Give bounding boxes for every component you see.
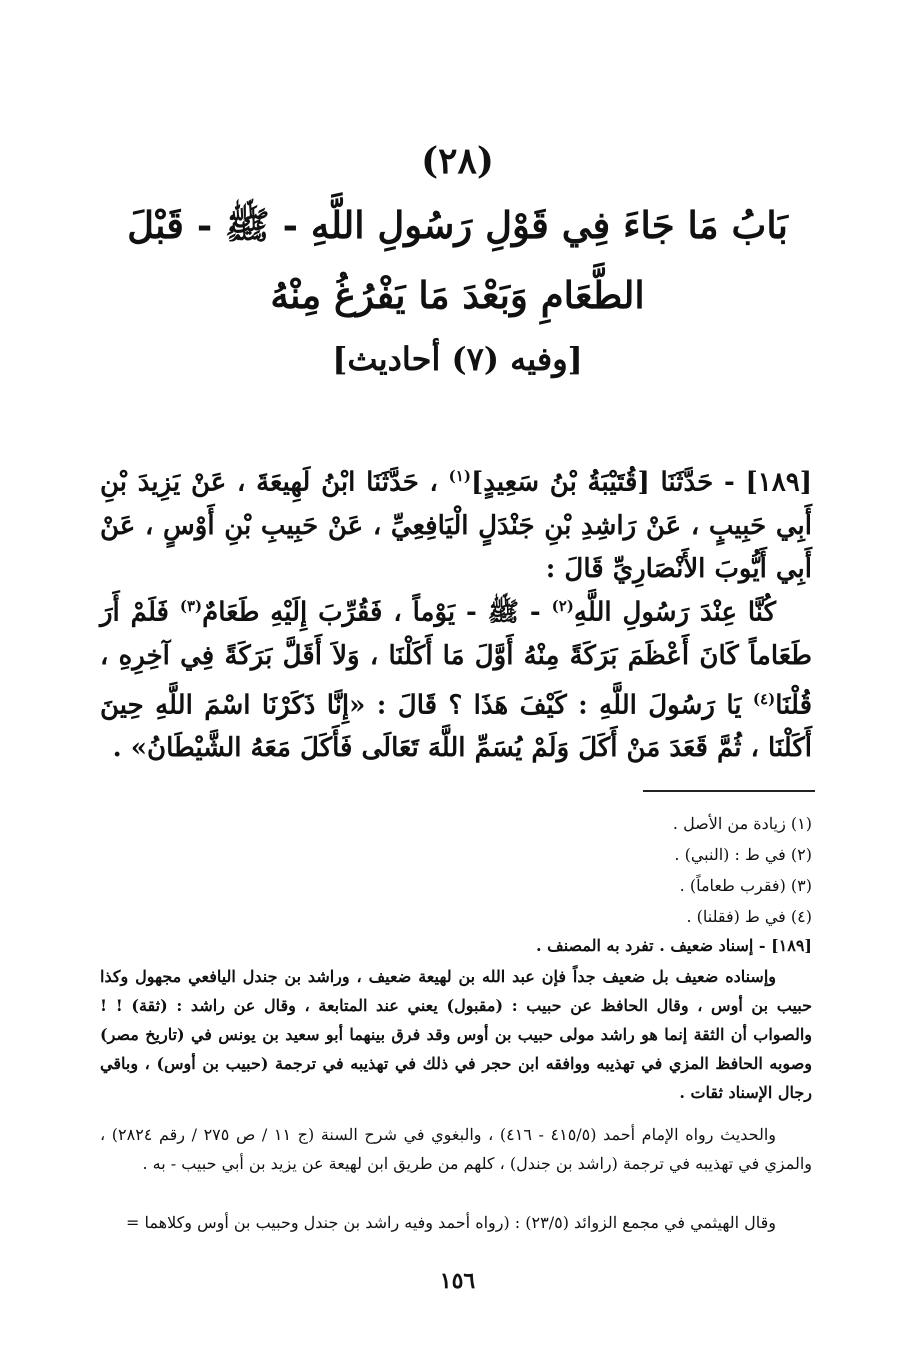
footnote-divider	[643, 790, 815, 792]
isnad-text-1: [١٨٩] - حَدَّثَنَا [قُتَيْبَةُ بْنُ سَعِيدٍ]	[470, 467, 812, 498]
footnote-ref-4: (٤)	[752, 689, 776, 708]
matn-text-2: - ﷺ - يَوْماً ، فَقُرِّبَ إِلَيْهِ طَعَامٌ	[202, 597, 541, 628]
chapter-subtitle: [وفيه (٧) أحاديث]	[332, 340, 583, 378]
footnote-item: (٣) (فقرب طعاماً) .	[679, 876, 812, 895]
matn-text-3: فَلَمْ أَرَ طَعَاماً كَانَ أَعْظَمَ بَرَكَةً مِنْهُ أَوَّلَ مَا أَكَلْنَا ، وَلاَ أَقَلَّ بَرَكَةً فِي آخِرِهِ ، قُلْنَا	[100, 597, 812, 721]
footnote-item: (٢) في ط : (النبي) .	[674, 845, 812, 864]
commentary-paragraph: والحديث رواه الإمام أحمد (٤١٥/٥ - ٤١٦) ، والبغوي في شرح السنة (ج ١١ / ص ٢٧٥ / رقم ٢٨٢٤) ، والمزي في تهذيبه في ترجمة (راشد بن جندل) ، كلهم من طريق ابن لهيعة عن يزيد بن أبي حبيب - به .	[100, 1125, 812, 1173]
chapter-number: (٢٨)	[421, 140, 494, 182]
matn-text-1: كُنَّا عِنْدَ رَسُولِ اللَّهِ	[573, 597, 777, 628]
footnote-item: (١) زيادة من الأصل .	[672, 814, 812, 833]
hadith-isnad	[100, 455, 812, 591]
footnote-ref-2: (٢)	[551, 597, 574, 615]
chapter-title: بَابُ مَا جَاءَ فِي قَوْلِ رَسُولِ اللَّهِ - ﷺ - قَبْلَ الطَّعَامِ وَبَعْدَ مَا يَفْرُغُ مِنْهُ	[127, 203, 788, 317]
commentary-paragraph: وإسناده ضعيف بل ضعيف جداً فإن عبد الله بن لهيعة ضعيف ، وراشد بن جندل اليافعي مجهول وكذا حبيب بن أوس ، وقال الحافظ عن حبيب : (مقبول) يعني عند المتابعة ، وقال عن راشد : (ثقة) ! ! والصواب أن الثقة إنما هو راشد مولى حبيب بن أوس وقد فرق بينهما أبو سعيد بن يونس في (تاريخ مصر) وصوبه الحافظ المزي في تهذيبه ووافقه ابن حجر في ذلك في تهذيبه في ترجمة (حبيب بن أوس) ، وباقي رجال الإسناد ثقات .	[100, 967, 813, 1102]
commentary-paragraph: وقال الهيثمي في مجمع الزوائد (٢٣/٥) : (رواه أحمد وفيه راشد بن جندل وحبيب بن أوس وكلاهما =	[126, 1213, 776, 1232]
footnote-ref-3: (٣)	[179, 597, 203, 615]
footnote-ref-1: (١)	[448, 467, 471, 485]
matn-text-4: يَا رَسُولَ اللَّهِ : كَيْفَ هَذَا ؟ قَالَ : «إِنَّا ذَكَرْنَا اسْمَ اللَّهِ حِينَ أَكَلْنَا ، ثُمَّ قَعَدَ مَنْ أَكَلَ وَلَمْ يُسَمِّ اللَّهَ تَعَالَى فَأَكَلَ مَعَهُ الشَّيْطَانُ» .	[100, 690, 812, 764]
commentary-heading: [١٨٩] - إسناد ضعيف . تفرد به المصنف .	[535, 936, 812, 955]
footnotes-list	[100, 808, 812, 932]
page-number: ١٥٦	[439, 1268, 476, 1294]
hadith-matn	[100, 585, 812, 770]
footnote-item: (٤) في ط (فقلنا) .	[686, 907, 812, 926]
isnad-text-2: ، حَدَّثَنَا ابْنُ لَهِيعَةَ ، عَنْ يَزِيدَ بْنِ أَبِي حَبِيبٍ ، عَنْ رَاشِدِ بْنِ جَنْدَلٍ الْيَافِعِيِّ ، عَنْ حَبِيبِ بْنِ أَوْسٍ ، عَنْ أَبِي أَيُّوبَ الأَنْصَارِيِّ قَالَ :	[100, 467, 812, 584]
